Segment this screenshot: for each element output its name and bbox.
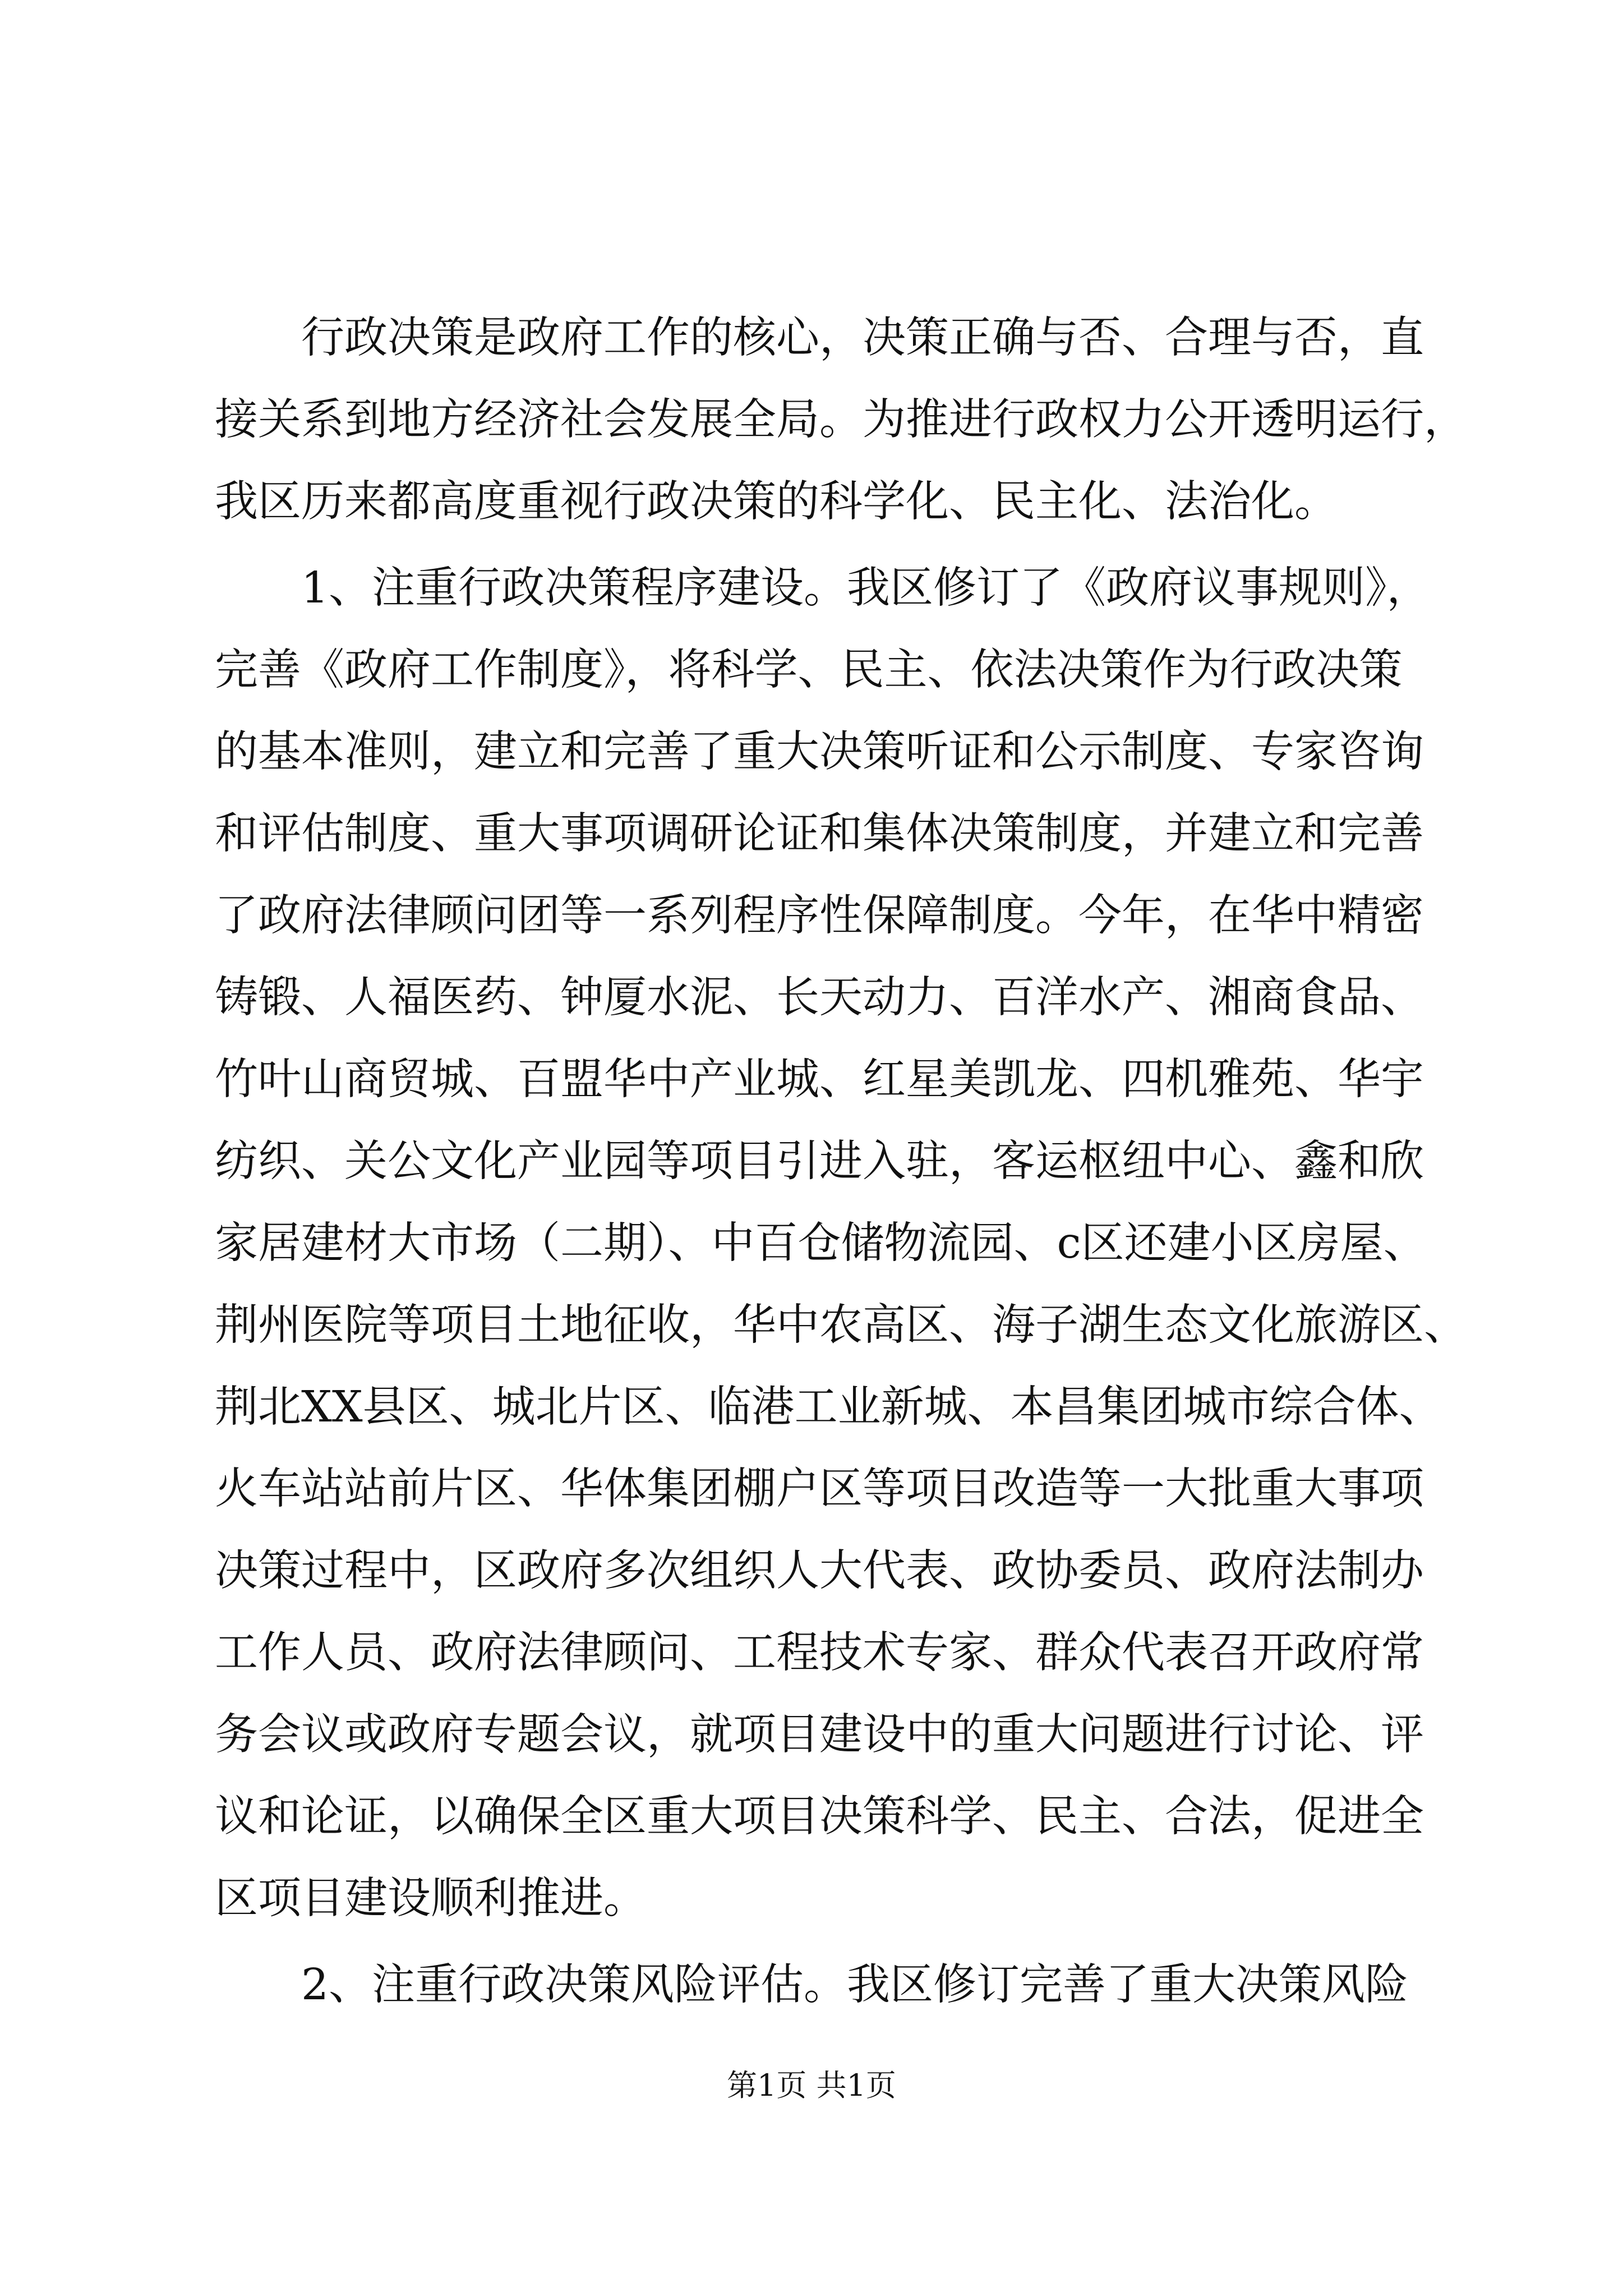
text-line: 的基本准则，建立和完善了重大决策听证和公示制度、专家咨询	[215, 727, 1424, 777]
document-body	[215, 297, 1467, 2031]
text-line: 接关系到地方经济社会发展全局。为推进行政权力公开透明运行，	[215, 395, 1467, 445]
text-line: 议和论证，以确保全区重大项目决策科学、民主、合法，促进全	[215, 1792, 1424, 1842]
text-line: 决策过程中，区政府多次组织人大代表、政协委员、政府法制办	[215, 1546, 1424, 1596]
text-line: 荆州医院等项目土地征收，华中农高区、海子湖生态文化旅游区、	[215, 1300, 1467, 1350]
text-line: 区项目建设顺利推进。	[215, 1874, 647, 1924]
text-line: 我区历来都高度重视行政决策的科学化、民主化、法治化。	[215, 477, 1338, 527]
text-line: 行政决策是政府工作的核心，决策正确与否、合理与否，直	[215, 313, 1424, 363]
paragraph	[215, 297, 1467, 543]
text-line: 了政府法律顾问团等一系列程序性保障制度。今年，在华中精密	[215, 891, 1424, 941]
text-line: 工作人员、政府法律顾问、工程技术专家、群众代表召开政府常	[215, 1628, 1424, 1678]
text-line: 2、注重行政决策风险评估。我区修订完善了重大决策风险	[215, 1960, 1408, 2010]
text-line: 务会议或政府专题会议，就项目建设中的重大问题进行讨论、评	[215, 1710, 1424, 1760]
text-line: 家居建材大市场（二期）、中百仓储物流园、c区还建小区房屋、	[215, 1218, 1427, 1268]
text-line: 火车站站前片区、华体集团棚户区等项目改造等一大批重大事项	[215, 1464, 1424, 1514]
paragraph	[215, 1944, 1437, 2026]
text-line: 铸锻、人福医药、钟厦水泥、长天动力、百洋水产、湘商食品、	[215, 973, 1424, 1023]
text-line: 完善《政府工作制度》，将科学、民主、依法决策作为行政决策	[215, 645, 1403, 695]
text-line: 竹叶山商贸城、百盟华中产业城、红星美凯龙、四机雅苑、华宇	[215, 1055, 1424, 1105]
text-line: 1、注重行政决策程序建设。我区修订了《政府议事规则》，	[215, 563, 1430, 613]
text-line: 纺织、关公文化产业园等项目引进入驻，客运枢纽中心、鑫和欣	[215, 1137, 1424, 1186]
paragraph	[215, 547, 1467, 1940]
text-line: 荆北XX县区、城北片区、临港工业新城、本昌集团城市综合体、	[215, 1382, 1442, 1432]
text-line: 和评估制度、重大事项调研论证和集体决策制度，并建立和完善	[215, 809, 1424, 859]
page-footer: 第1页 共1页	[727, 2068, 896, 2103]
